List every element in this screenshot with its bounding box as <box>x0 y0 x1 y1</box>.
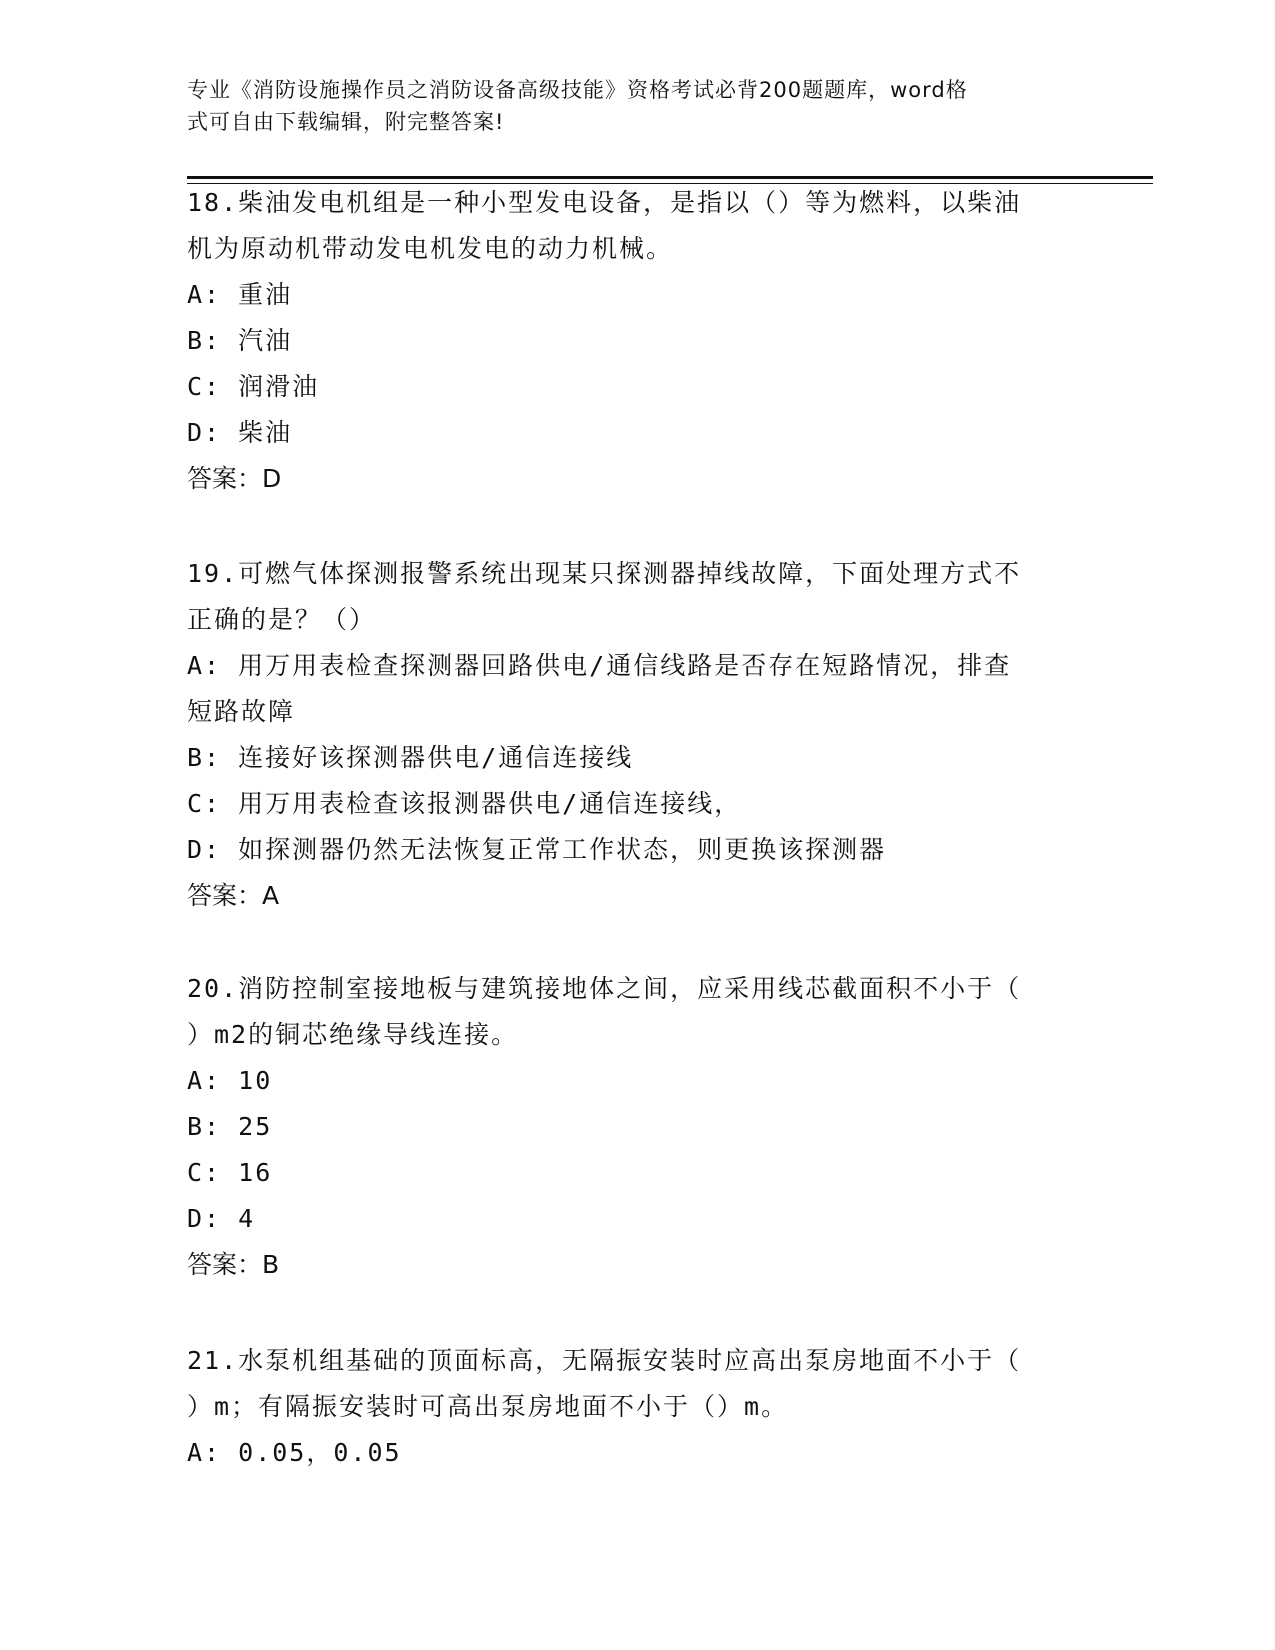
option-d: D: 如探测器仍然无法恢复正常工作状态，则更换该探测器 <box>187 835 887 864</box>
header-divider-thick <box>187 176 1153 179</box>
answer: 答案：D <box>187 464 282 493</box>
question-stem-line: 18.柴油发电机组是一种小型发电设备，是指以（）等为燃料，以柴油 <box>187 188 1022 217</box>
option-a-continued: 短路故障 <box>187 697 296 726</box>
question-stem-line: 21.水泵机组基础的顶面标高，无隔振安装时应高出泵房地面不小于（ <box>187 1346 1022 1375</box>
question-stem-line: 正确的是？（） <box>187 605 377 634</box>
question-stem-line: 机为原动机带动发电机发电的动力机械。 <box>187 234 674 263</box>
header-line-2: 式可自由下载编辑，附完整答案! <box>187 110 505 134</box>
header-line-1: 专业《消防设施操作员之消防设备高级技能》资格考试必背200题题库，word格 <box>187 78 968 102</box>
question-18 <box>187 180 1087 502</box>
question-21 <box>187 1338 1087 1476</box>
option-a: A: 重油 <box>187 280 293 309</box>
question-19 <box>187 551 1087 919</box>
question-stem-line: 20.消防控制室接地板与建筑接地体之间，应采用线芯截面积不小于（ <box>187 974 1022 1003</box>
option-b: B: 连接好该探测器供电/通信连接线 <box>187 743 634 772</box>
question-stem-line: ）m2的铜芯绝缘导线连接。 <box>187 1020 519 1049</box>
answer: 答案：B <box>187 1250 280 1279</box>
option-c: C: 16 <box>187 1158 273 1187</box>
document-header <box>187 74 1067 138</box>
option-c: C: 用万用表检查该报测器供电/通信连接线， <box>187 789 742 818</box>
question-20 <box>187 966 1087 1288</box>
option-c: C: 润滑油 <box>187 372 320 401</box>
option-a: A: 10 <box>187 1066 273 1095</box>
answer: 答案：A <box>187 881 280 910</box>
option-a: A: 用万用表检查探测器回路供电/通信线路是否存在短路情况，排查 <box>187 651 1012 680</box>
option-b: B: 25 <box>187 1112 273 1141</box>
option-a: A: 0.05，0.05 <box>187 1438 402 1467</box>
option-d: D: 柴油 <box>187 418 293 447</box>
option-d: D: 4 <box>187 1204 256 1233</box>
question-stem-line: ）m；有隔振安装时可高出泵房地面不小于（）m。 <box>187 1392 789 1421</box>
option-b: B: 汽油 <box>187 326 293 355</box>
question-stem-line: 19.可燃气体探测报警系统出现某只探测器掉线故障，下面处理方式不 <box>187 559 1022 588</box>
